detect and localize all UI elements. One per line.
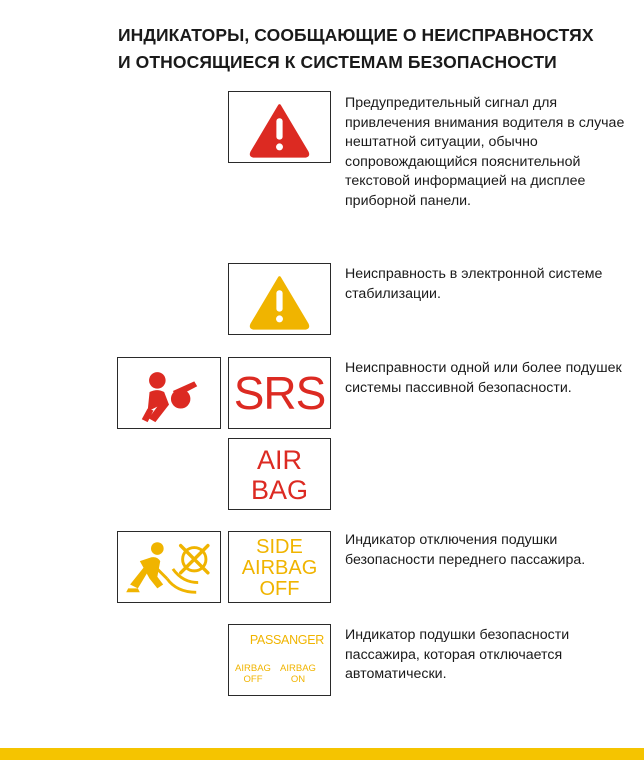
red-warning-description: Предупредительный сигнал для привлечения внимания водителя в случае нештатной ситуации, обычно сопровождающийся пояснительной текстовой информацией на дисплее приборной панели.	[345, 95, 625, 209]
srs-indicator-box	[228, 357, 331, 429]
airbag-label-line-1: AIR	[256, 445, 302, 475]
airbag-person-indicator-box	[117, 357, 221, 429]
airbag-person-icon	[118, 358, 220, 428]
airbag-off-line-2: OFF	[243, 674, 263, 685]
yellow-warning-indicator-box	[228, 263, 331, 335]
bottom-accent-bar	[0, 748, 644, 760]
title-line-1: ИНДИКАТОРЫ, СООБЩАЮЩИЕ О НЕИСПРАВНОСТЯХ	[118, 25, 594, 45]
airbag-label-indicator-box	[228, 438, 331, 510]
red-warning-indicator-box	[228, 91, 331, 163]
airbag-off-label	[235, 663, 271, 685]
srs-label: SRS	[233, 367, 326, 419]
passenger-airbag-off-indicator-box	[117, 531, 221, 603]
side-airbag-off-indicator-box	[228, 531, 331, 603]
stabilization-description: Неисправность в электронной системе стабилизации.	[345, 266, 603, 302]
passanger-label: PASSANGER	[249, 633, 324, 647]
passenger-airbag-auto-description: Индикатор подушки безопасности пассажира, которая отключается автоматически.	[345, 627, 570, 683]
title-line-2: И ОТНОСЯЩИЕСЯ К СИСТЕМАМ БЕЗОПАСНОСТИ	[118, 52, 557, 72]
airbag-label-line-2: BAG	[250, 475, 309, 505]
side-airbag-off-line-2: AIRBAG	[241, 557, 318, 579]
airbag-off-line-1: AIRBAG	[235, 663, 271, 674]
passenger-airbag-indicator-box	[228, 624, 331, 696]
passenger-airbag-off-icon	[118, 532, 220, 602]
side-airbag-off-line-3: OFF	[259, 578, 300, 600]
page-title	[118, 22, 638, 76]
passenger-airbag-off-description: Индикатор отключения подушки безопасности переднего пассажира.	[345, 532, 586, 568]
airbag-on-label	[279, 663, 317, 685]
red-warning-triangle-icon	[229, 92, 330, 162]
yellow-warning-triangle-icon	[229, 264, 330, 334]
airbag-on-line-2: ON	[290, 674, 306, 685]
airbag-on-line-1: AIRBAG	[280, 663, 316, 674]
airbag-description: Неисправности одной или более подушек системы пассивной безопасности.	[345, 360, 622, 396]
side-airbag-off-line-1: SIDE	[256, 536, 303, 558]
